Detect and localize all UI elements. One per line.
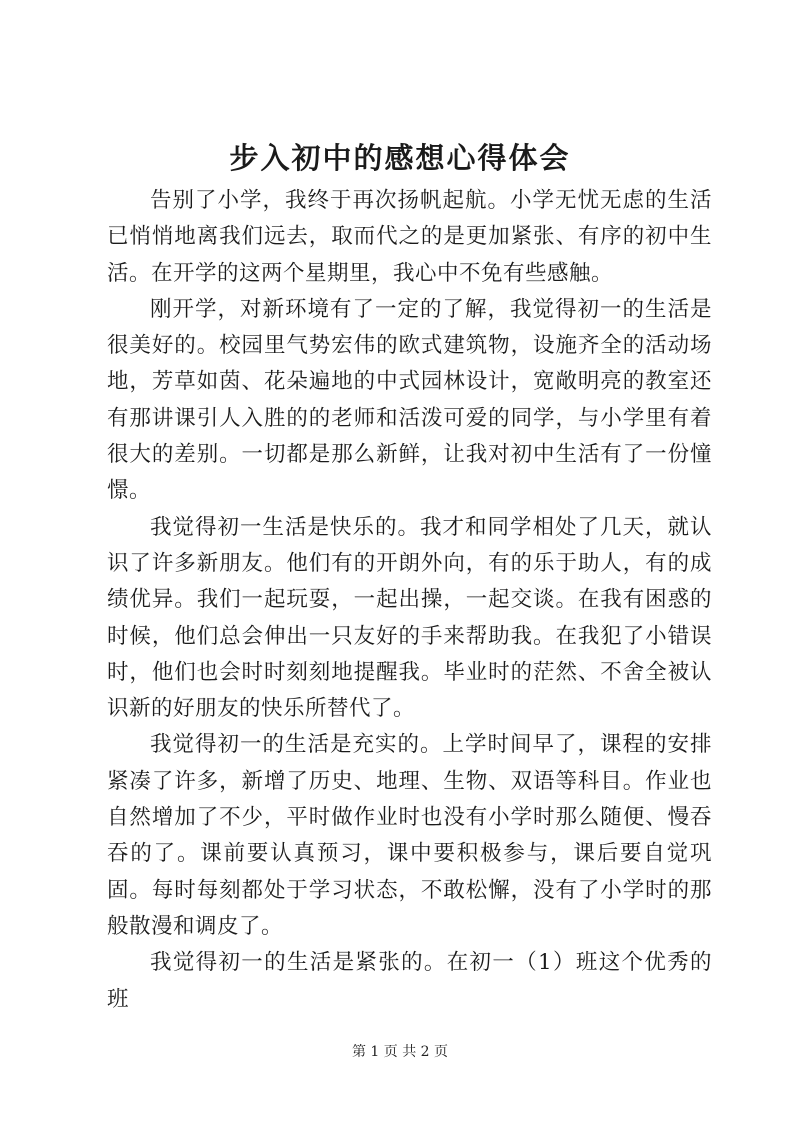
page-footer: 第 1 页 共 2 页 [351, 1044, 449, 1060]
paragraph-1: 告别了小学，我终于再次扬帆起航。小学无忧无虑的生活已悄悄地离我们远去，取而代之的是更加紧张、有序的初中生活。在开学的这两个星期里，我心中不免有些感触。 [107, 188, 712, 286]
document-body [107, 183, 712, 1018]
document-title: 步入初中的感想心得体会 [229, 141, 571, 175]
paragraph-5: 我觉得初一的生活是紧张的。在初一（1）班这个优秀的班 [107, 950, 712, 1012]
paragraph-3: 我觉得初一生活是快乐的。我才和同学相处了几天，就认识了许多新朋友。他们有的开朗外向，有的乐于助人，有的成绩优异。我们一起玩耍，一起出操，一起交谈。在我有困惑的时候，他们总会伸出一只友好的手来帮助我。在我犯了小错误时，他们也会时时刻刻地提醒我。毕业时的茫然、不舍全被认识新的好朋友的快乐所替代了。 [107, 514, 712, 722]
paragraph-4: 我觉得初一的生活是充实的。上学时间早了，课程的安排紧凑了许多，新增了历史、地理、生物、双语等科目。作业也自然增加了不少，平时做作业时也没有小学时那么随便、慢吞吞的了。课前要认真预习，课中要积极参与，课后要自觉巩固。每时每刻都处于学习状态，不敢松懈，没有了小学时的那般散漫和调皮了。 [107, 732, 712, 939]
paragraph-2: 刚开学，对新环境有了一定的了解，我觉得初一的生活是很美好的。校园里气势宏伟的欧式建筑物，设施齐全的活动场地，芳草如茵、花朵遍地的中式园林设计，宽敞明亮的教室还有那讲课引人入胜的的老师和活泼可爱的同学，与小学里有着很大的差别。一切都是那么新鲜，让我对初中生活有了一份憧憬。 [107, 296, 712, 504]
